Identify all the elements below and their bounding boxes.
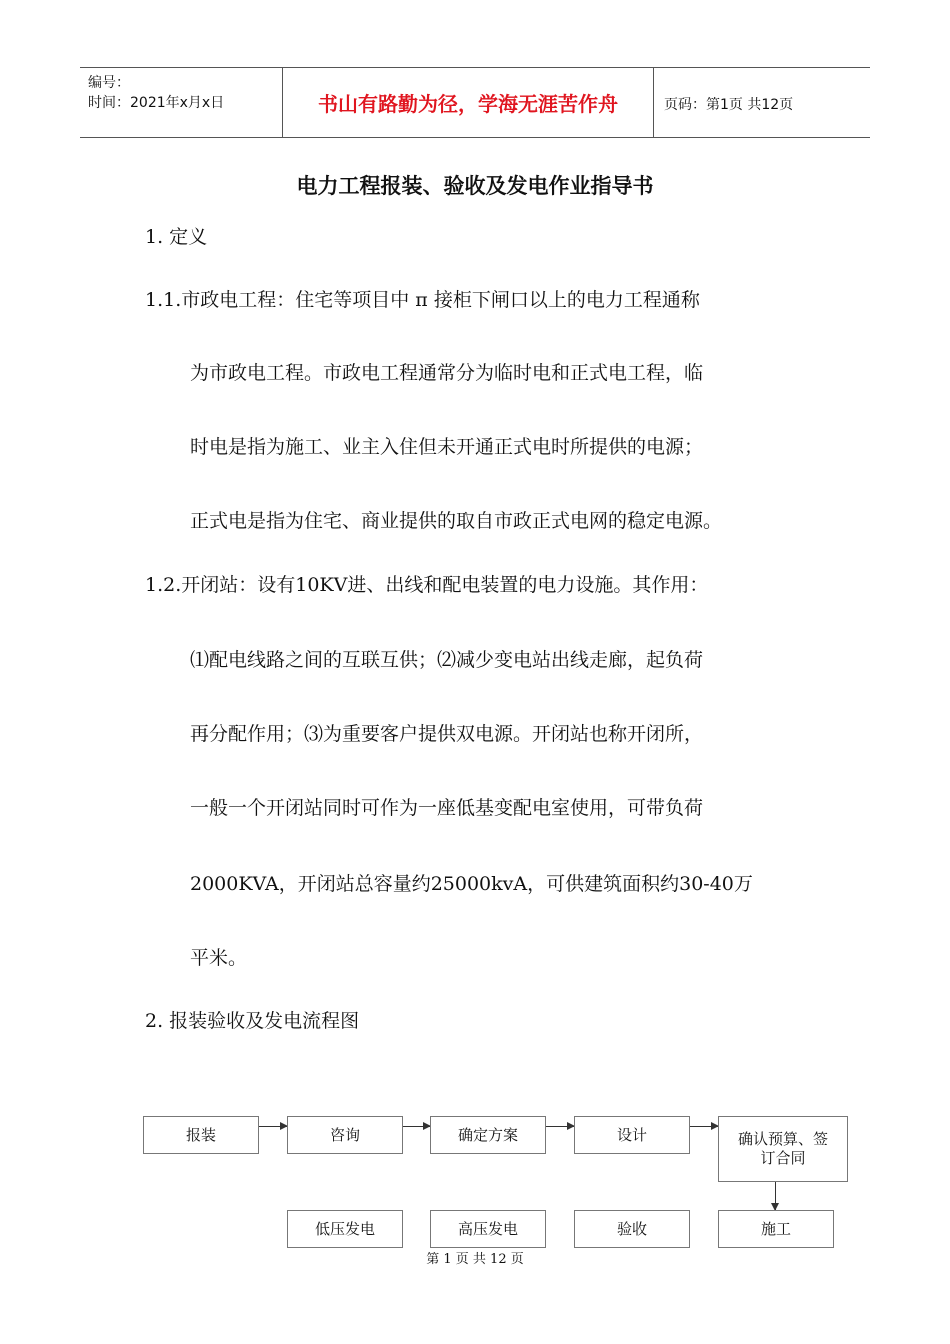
arrow-down-icon	[775, 1182, 776, 1210]
paragraph-line: 再分配作用；⑶为重要客户提供双电源。开闭站也称开闭所，	[190, 723, 704, 745]
flow-step-apply: 报装	[143, 1116, 259, 1154]
paragraph-line: 一般一个开闭站同时可作为一座低基变配电室使用，可带负荷	[190, 797, 704, 819]
header-motto-cell	[283, 68, 654, 137]
number-label: 编号：	[88, 75, 130, 91]
paragraph-line: 1.1.市政电工程：住宅等项目中 π 接柜下闸口以上的电力工程通称	[145, 289, 700, 311]
paragraph-line: 正式电是指为住宅、商业提供的取自市政正式电网的稳定电源。	[190, 510, 723, 532]
paragraph-line: 为市政电工程。市政电工程通常分为临时电和正式电工程，临	[190, 362, 704, 384]
motto-text: 书山有路勤为径，学海无涯苦作舟	[318, 92, 618, 116]
arrow-right-icon	[546, 1126, 574, 1127]
arrow-right-icon	[690, 1126, 718, 1127]
flow-step-inspection: 验收	[574, 1210, 690, 1248]
paragraph-line: 1.2.开闭站：设有10KV进、出线和配电装置的电力设施。其作用：	[145, 574, 709, 596]
document-title: 电力工程报装、验收及发电作业指导书	[296, 174, 654, 198]
flow-step-plan: 确定方案	[430, 1116, 546, 1154]
page-header	[80, 67, 870, 138]
page-footer: 第 1 页 共 12 页	[426, 1252, 524, 1267]
flow-step-consult: 咨询	[287, 1116, 403, 1154]
flow-step-low-voltage: 低压发电	[287, 1210, 403, 1248]
page-info: 页码：第1页 共12页	[664, 97, 794, 113]
flow-step-construction: 施工	[718, 1210, 834, 1248]
flow-step-contract: 确认预算、签订合同	[718, 1116, 848, 1182]
flow-step-design: 设计	[574, 1116, 690, 1154]
section-heading-definition: 1. 定义	[145, 226, 208, 248]
arrow-right-icon	[403, 1126, 430, 1127]
arrow-right-icon	[259, 1126, 287, 1127]
header-meta-cell	[80, 68, 283, 137]
time-label: 时间：2021年x月x日	[88, 95, 225, 111]
paragraph-line: ⑴配电线路之间的互联互供；⑵减少变电站出线走廊，起负荷	[190, 649, 704, 671]
flow-step-high-voltage: 高压发电	[430, 1210, 546, 1248]
section-heading-flowchart: 2. 报装验收及发电流程图	[145, 1010, 360, 1032]
paragraph-line: 平米。	[190, 947, 248, 969]
paragraph-line: 时电是指为施工、业主入住但未开通正式电时所提供的电源；	[190, 436, 704, 458]
paragraph-line: 2000KVA，开闭站总容量约25000kvA，可供建筑面积约30-40万	[190, 873, 753, 895]
